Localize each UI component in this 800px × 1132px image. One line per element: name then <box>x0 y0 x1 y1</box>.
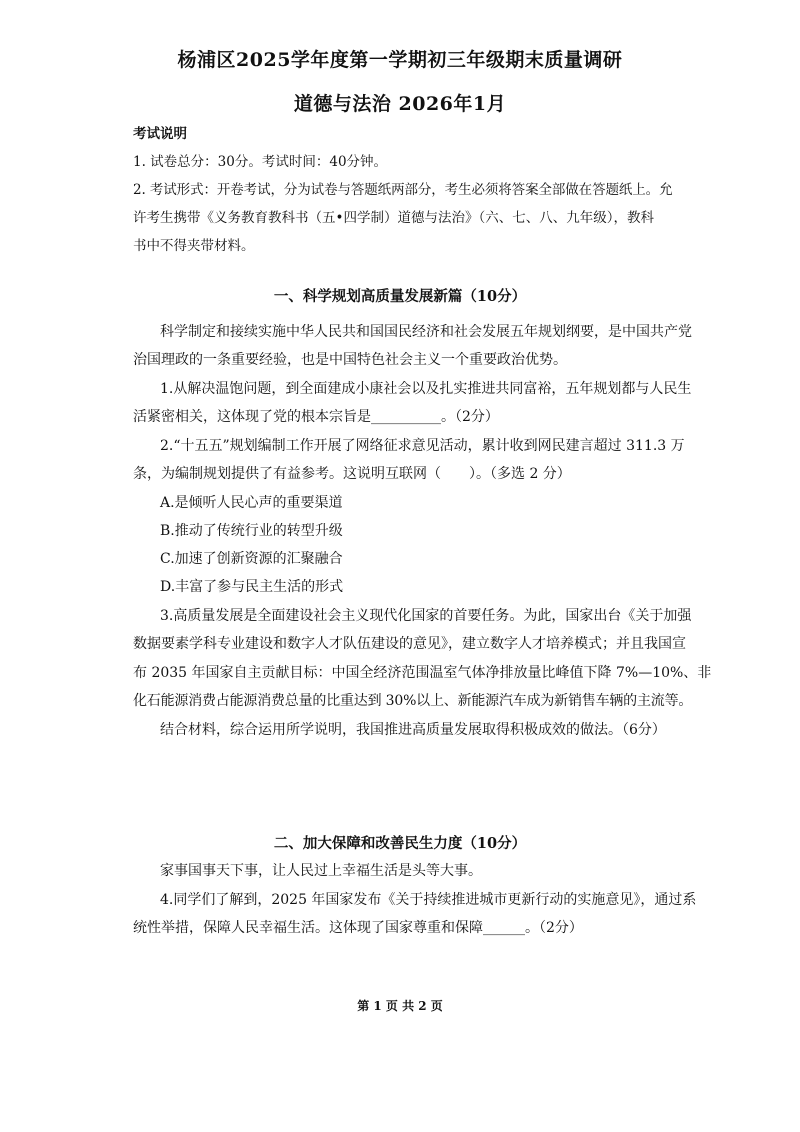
instruction-item-2-line-1: 2. 考试形式：开卷考试，分为试卷与答题纸两部分，考生必须将答案全部做在答题纸上。允 <box>133 182 673 198</box>
question-1-line-1: 1.从解决温饱问题，到全面建成小康社会以及扎实推进共同富裕，五年规划都与人民生 <box>160 381 692 397</box>
question-4-line-2: 统性举措，保障人民幸福生活。这体现了国家尊重和保障______。（2分） <box>133 920 583 936</box>
instruction-item-2-line-2: 许考生携带《义务教育教科书（五•四学制）道德与法治》（六、七、八、九年级），教科 <box>133 210 654 226</box>
question-3-line-4: 化石能源消费占能源消费总量的比重达到 30%以上、新能源汽车成为新销售车辆的主流等。 <box>133 693 693 709</box>
question-2-option-a: A.是倾听人民心声的重要渠道 <box>160 495 343 511</box>
question-1-line-2: 活紧密相关，这体现了党的根本宗旨是__________。（2分） <box>133 409 499 425</box>
question-3-line-2: 数据要素学科专业建设和数字人才队伍建设的意见》，建立数字人才培养模式；并且我国宣 <box>133 636 686 652</box>
question-3-line-3: 布 2035 年国家自主贡献目标：中国全经济范围温室气体净排放量比峰值下降 7%—10%、非 <box>133 665 712 681</box>
question-2-option-b: B.推动了传统行业的转型升级 <box>160 523 343 539</box>
instruction-item-2-line-3: 书中不得夹带材料。 <box>133 238 255 254</box>
section-2-intro: 家事国事天下事，让人民过上幸福生活是头等大事。 <box>160 863 482 879</box>
section-1-intro-line-1: 科学制定和接续实施中华人民共和国国民经济和社会发展五年规划纲要，是中国共产党 <box>160 324 692 340</box>
exam-title: 杨浦区2025学年度第一学期初三年级期末质量调研 <box>177 49 623 71</box>
instructions-heading: 考试说明 <box>133 126 187 142</box>
question-2-line-1: 2.“十五五”规划编制工作开展了网络征求意见活动，累计收到网民建言超过 311.3 万 <box>160 438 685 454</box>
section-1-title: 一、科学规划高质量发展新篇（10分） <box>273 288 527 305</box>
question-2-option-c: C.加速了创新资源的汇聚融合 <box>160 551 343 567</box>
question-4-line-1: 4.同学们了解到，2025 年国家发布《关于持续推进城市更新行动的实施意见》，通过系 <box>160 892 697 908</box>
question-2-option-d: D.丰富了参与民主生活的形式 <box>160 579 344 595</box>
exam-subtitle: 道德与法治 2026年1月 <box>293 93 507 115</box>
question-2-line-2: 条，为编制规划提供了有益参考。这说明互联网（ ）。（多选 2 分） <box>133 466 571 482</box>
section-2-title: 二、加大保障和改善民生力度（10分） <box>273 835 527 852</box>
question-3-line-1: 3.高质量发展是全面建设社会主义现代化国家的首要任务。为此，国家出台《关于加强 <box>160 608 692 624</box>
section-1-intro-line-2: 治国理政的一条重要经验，也是中国特色社会主义一个重要政治优势。 <box>133 352 567 368</box>
instruction-item-1: 1. 试卷总分：30分。考试时间：40分钟。 <box>133 154 388 170</box>
page-number: 第 1 页 共 2 页 <box>357 999 443 1013</box>
question-3-line-5: 结合材料，综合运用所学说明，我国推进高质量发展取得积极成效的做法。（6分） <box>160 722 666 738</box>
